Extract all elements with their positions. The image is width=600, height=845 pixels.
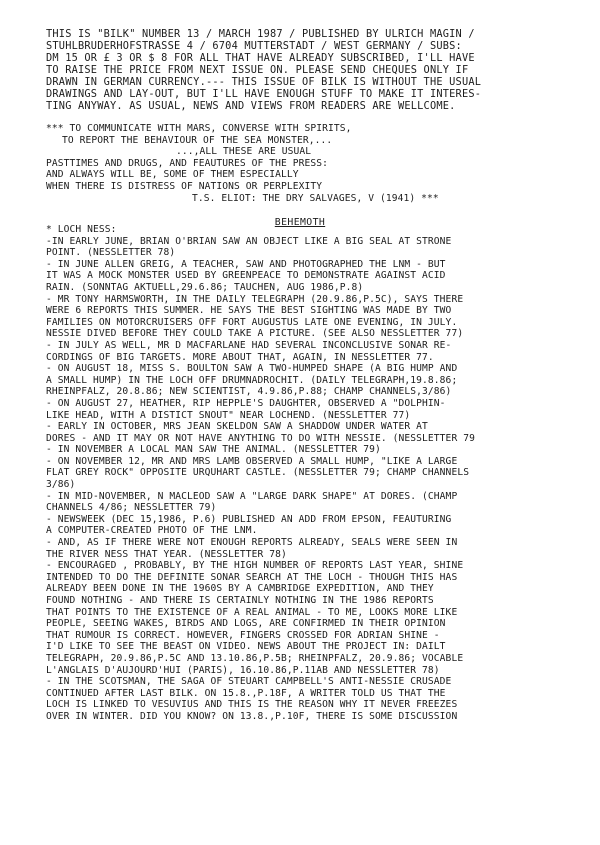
epigraph-line: TO REPORT THE BEHAVIOUR OF THE SEA MONSTER,...: [62, 134, 333, 146]
body-line: - AND, AS IF THERE WERE NOT ENOUGH REPORTS ALREADY, SEALS WERE SEEN IN: [46, 537, 458, 549]
epigraph-line: PASTTIMES AND DRUGS, AND FEAUTURES OF THE PRESS:: [46, 157, 329, 169]
masthead-line: TING ANYWAY. AS USUAL, NEWS AND VIEWS FROM READERS ARE WELLCOME.: [46, 100, 456, 112]
body-line: - MR TONY HARMSWORTH, IN THE DAILY TELEGRAPH (20.9.86,P.5C), SAYS THERE: [46, 293, 464, 305]
body-line: - IN THE SCOTSMAN, THE SAGA OF STEUART CAMPBELL'S ANTI-NESSIE CRUSADE: [46, 676, 452, 688]
body-line: WERE 6 REPORTS THIS SUMMER. HE SAYS THE BEST SIGHTING WAS MADE BY TWO: [46, 305, 452, 317]
body-line: -IN EARLY JUNE, BRIAN O'BRIAN SAW AN OBJECT LIKE A BIG SEAL AT STRONE: [46, 235, 452, 247]
body-line: FLAT GREY ROCK" OPPOSITE URQUHART CASTLE. (NESSLETTER 79; CHAMP CHANNELS: [46, 467, 470, 479]
body-line: L'ANGLAIS D'AUJOURD'HUI (PARIS), 16.10.86,P.11AB AND NESSLETTER 78): [46, 664, 440, 676]
body-line: - EARLY IN OCTOBER, MRS JEAN SKELDON SAW A SHADDOW UNDER WATER AT: [46, 421, 428, 433]
body-line: CONTINUED AFTER LAST BILK. ON 15.8.,P.18F, A WRITER TOLD US THAT THE: [46, 687, 446, 699]
masthead-line: DM 15 OR £ 3 OR $ 8 FOR ALL THAT HAVE ALREADY SUBSCRIBED, I'LL HAVE: [46, 52, 475, 64]
body-line: - IN JULY AS WELL, MR D MACFARLANE HAD SEVERAL INCONCLUSIVE SONAR RE-: [46, 339, 452, 351]
body-line: RHEINPFALZ, 20.8.86; NEW SCIENTIST, 4.9.86,P.88; CHAMP CHANNELS,3/86): [46, 386, 452, 398]
body-line: I'D LIKE TO SEE THE BEAST ON VIDEO. NEWS ABOUT THE PROJECT IN: DAILT: [46, 641, 446, 653]
body-line: THAT POINTS TO THE EXISTENCE OF A REAL ANIMAL - TO ME, LOOKS MORE LIKE: [46, 606, 458, 618]
epigraph-line: AND ALWAYS WILL BE, SOME OF THEM ESPECIALLY: [46, 169, 299, 181]
body-line: - IN MID-NOVEMBER, N MACLEOD SAW A "LARGE DARK SHAPE" AT DORES. (CHAMP: [46, 490, 458, 502]
body-line: * LOCH NESS:: [46, 224, 117, 235]
body-line: TELEGRAPH, 20.9.86,P.5C AND 13.10.86,P.5B; RHEINPFALZ, 20.9.86; VOCABLE: [46, 652, 464, 664]
body-line: - NEWSWEEK (DEC 15,1986, P.6) PUBLISHED AN ADD FROM EPSON, FEAUTURING: [46, 513, 452, 525]
body-line: POINT. (NESSLETTER 78): [46, 247, 176, 259]
body-line: - IN JUNE ALLEN GREIG, A TEACHER, SAW AND PHOTOGRAPHED THE LNM - BUT: [46, 258, 446, 270]
body-line: FOUND NOTHING - AND THERE IS CERTAINLY NOTHING IN THE 1986 REPORTS: [46, 595, 434, 606]
masthead-line: STUHLBRUDERHOFSTRASSE 4 / 6704 MUTTERSTADT / WEST GERMANY / SUBS:: [46, 40, 462, 52]
body-line: DORES - AND IT MAY OR NOT HAVE ANYTHING TO DO WITH NESSIE. (NESSLETTER 79: [46, 432, 475, 444]
body-line: THE RIVER NESS THAT YEAR. (NESSLETTER 78): [46, 548, 287, 560]
body-line: CHANNELS 4/86; NESSLETTER 79): [46, 502, 217, 514]
body-line: 3/86): [46, 479, 76, 491]
body-line: ALREADY BEEN DONE IN THE 1960S BY A CAMBRIDGE EXPEDITION, AND THEY: [46, 583, 434, 595]
body-line: IT WAS A MOCK MONSTER USED BY GREENPEACE TO DEMONSTRATE AGAINST ACID: [46, 270, 446, 282]
masthead-line: DRAWN IN GERMAN CURRENCY.--- THIS ISSUE OF BILK IS WITHOUT THE USUAL: [46, 76, 482, 88]
section-title: BEHEMOTH: [274, 217, 326, 228]
body-line: INTENDED TO DO THE DEFINITE SONAR SEARCH AT THE LOCH - THOUGH THIS HAS: [46, 571, 458, 583]
body-line: NESSIE DIVED BEFORE THEY COULD TAKE A PICTURE. (SEE ALSO NESSLETTER 77): [46, 328, 464, 340]
body-line: CORDINGS OF BIG TARGETS. MORE ABOUT THAT, AGAIN, IN NESSLETTER 77.: [46, 351, 434, 363]
masthead-line: THIS IS "BILK" NUMBER 13 / MARCH 1987 / PUBLISHED BY ULRICH MAGIN /: [46, 28, 475, 40]
body-line: - ON AUGUST 27, HEATHER, RIP HEPPLE'S DAUGHTER, OBSERVED A "DOLPHIN-: [46, 397, 446, 409]
body-line: PEOPLE, SEEING WAKES, BIRDS AND LOGS, ARE CONFIRMED IN THEIR OPINION: [46, 618, 446, 630]
body-line: A COMPUTER-CREATED PHOTO OF THE LNM.: [46, 525, 258, 537]
body-line: - ON AUGUST 18, MISS S. BOULTON SAW A TWO-HUMPED SHAPE (A BIG HUMP AND: [46, 363, 458, 375]
body-line: OVER IN WINTER. DID YOU KNOW? ON 13.8.,P.10F, THERE IS SOME DISCUSSION: [46, 710, 458, 722]
epigraph-line: WHEN THERE IS DISTRESS OF NATIONS OR PERPLEXITY: [46, 180, 323, 192]
body-line: FAMILIES ON MOTORCRUISERS OFF FORT AUGUSTUS LATE ONE EVENING, IN JULY.: [46, 316, 458, 328]
epigraph-attribution: T.S. ELIOT: THE DRY SALVAGES, V (1941) ***: [192, 192, 439, 204]
masthead: [46, 28, 576, 112]
body-line: A SMALL HUMP) IN THE LOCH OFF DRUMNADROCHIT. (DAILY TELEGRAPH,19.8.86;: [46, 374, 458, 386]
article-body: [46, 224, 576, 723]
epigraph-line: *** TO COMMUNICATE WITH MARS, CONVERSE WITH SPIRITS,: [46, 123, 352, 134]
body-line: RAIN. (SONNTAG AKTUELL,29.6.86; TAUCHEN, AUG 1986,P.8): [46, 281, 364, 293]
body-line: LOCH IS LINKED TO VESUVIUS AND THIS IS THE REASON WHY IT NEVER FREEZES: [46, 699, 458, 711]
body-line: - ON NOVEMBER 12, MR AND MRS LAMB OBSERVED A SMALL HUMP, "LIKE A LARGE: [46, 455, 458, 467]
epigraph-line: ...,ALL THESE ARE USUAL: [176, 146, 312, 158]
body-line: THAT RUMOUR IS CORRECT. HOWEVER, FINGERS CROSSED FOR ADRIAN SHINE -: [46, 629, 440, 641]
masthead-line: DRAWINGS AND LAY-OUT, BUT I'LL HAVE ENOUGH STUFF TO MAKE IT INTERES-: [46, 88, 482, 100]
body-line: - IN NOVEMBER A LOCAL MAN SAW THE ANIMAL. (NESSLETTER 79): [46, 444, 381, 456]
masthead-line: TO RAISE THE PRICE FROM NEXT ISSUE ON. PLEASE SEND CHEQUES ONLY IF: [46, 64, 469, 76]
epigraph: [46, 123, 576, 204]
body-line: LIKE HEAD, WITH A DISTICT SNOUT" NEAR LOCHEND. (NESSLETTER 77): [46, 409, 411, 421]
body-line: - ENCOURAGED , PROBABLY, BY THE HIGH NUMBER OF REPORTS LAST YEAR, SHINE: [46, 560, 464, 572]
